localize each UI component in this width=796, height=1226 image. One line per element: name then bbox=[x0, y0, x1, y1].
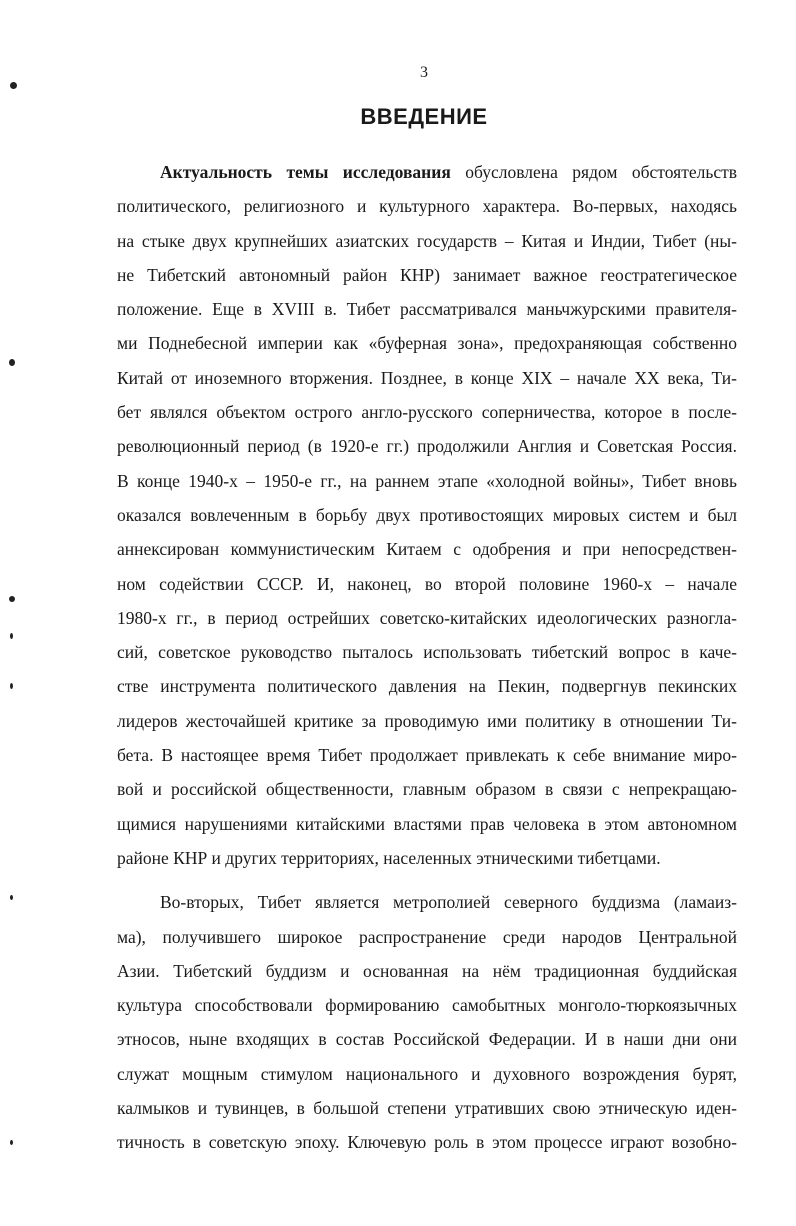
body-text bbox=[117, 155, 737, 1160]
scan-speck bbox=[9, 596, 15, 602]
text-line: положение. Еще в XVIII в. Тибет рассматривался маньчжурскими правителя- bbox=[117, 299, 737, 320]
scan-speck bbox=[9, 359, 15, 366]
section-heading: ВВЕДЕНИЕ bbox=[360, 104, 488, 129]
text-line: 1980-х гг., в период острейших советско-китайских идеологических разногла- bbox=[117, 607, 737, 628]
text-line: стве инструмента политического давления на Пекин, подвергнув пекинских bbox=[117, 676, 737, 697]
text-line: не Тибетский автономный район КНР) занимает важное геостратегическое bbox=[117, 264, 737, 285]
text-line: тичность в советскую эпоху. Ключевую роль в этом процессе играют возобно- bbox=[117, 1132, 737, 1153]
paragraph-1 bbox=[117, 155, 737, 875]
paragraph-2 bbox=[117, 885, 737, 1159]
text-line: В конце 1940-х – 1950-е гг., на раннем этапе «холодной войны», Тибет вновь bbox=[117, 470, 737, 491]
text-line: лидеров жесточайшей критике за проводимую ими политику в отношении Ти- bbox=[117, 710, 737, 731]
text-line: Китай от иноземного вторжения. Позднее, в конце XIX – начале XX века, Ти- bbox=[117, 367, 737, 388]
text-line: аннексирован коммунистическим Китаем с одобрения и при непосредствен- bbox=[117, 539, 737, 560]
text-line: на стыке двух крупнейших азиатских государств – Китая и Индии, Тибет (ны- bbox=[117, 230, 737, 251]
bold-lead: Актуальность темы исследования bbox=[160, 162, 451, 182]
text-line: бет являлся объектом острого англо-русского соперничества, которое в после- bbox=[117, 402, 737, 423]
text-line: сий, советское руководство пыталось использовать тибетский вопрос в каче- bbox=[117, 642, 737, 663]
scan-speck bbox=[10, 82, 17, 89]
page-number: 3 bbox=[420, 64, 428, 81]
scan-speck bbox=[10, 683, 13, 689]
text-line: культура способствовали формированию самобытных монголо-тюркоязычных bbox=[117, 995, 737, 1016]
text-line: районе КНР и других территориях, населенных этническими тибетцами. bbox=[117, 847, 661, 868]
text-line: Актуальность темы исследования обусловлена рядом обстоятельств bbox=[160, 162, 738, 182]
text-line: служат мощным стимулом национального и духовного возрождения бурят, bbox=[117, 1063, 737, 1084]
text-line: ми Поднебесной империи как «буферная зона», предохраняющая собственно bbox=[117, 333, 737, 354]
scan-speck bbox=[10, 633, 13, 639]
text-line: Во-вторых, Тибет является метрополией северного буддизма (ламаиз- bbox=[160, 892, 737, 913]
scan-speck bbox=[10, 1140, 13, 1145]
text-line: бета. В настоящее время Тибет продолжает привлекать к себе внимание миро- bbox=[117, 745, 737, 766]
text-line: Азии. Тибетский буддизм и основанная на нём традиционная буддийская bbox=[117, 960, 737, 981]
text-line: революционный период (в 1920-е гг.) продолжили Англия и Советская Россия. bbox=[117, 436, 737, 457]
scan-speck bbox=[10, 895, 13, 900]
text-line: щимися нарушениями китайскими властями прав человека в этом автономном bbox=[117, 813, 737, 834]
text-line: этносов, ныне входящих в состав Российской Федерации. И в наши дни они bbox=[117, 1029, 737, 1050]
text-line: оказался вовлеченным в борьбу двух противостоящих мировых систем и был bbox=[117, 504, 737, 525]
text-line: ном содействии СССР. И, наконец, во второй половине 1960-х – начале bbox=[117, 573, 737, 594]
text-line: вой и российской общественности, главным образом в связи с непрекращаю- bbox=[117, 779, 737, 800]
text-line: ма), получившего широкое распространение среди народов Центральной bbox=[117, 926, 737, 947]
text-line: калмыков и тувинцев, в большой степени утративших свою этническую иден- bbox=[117, 1098, 737, 1119]
text-line: политического, религиозного и культурного характера. Во-первых, находясь bbox=[117, 196, 737, 217]
